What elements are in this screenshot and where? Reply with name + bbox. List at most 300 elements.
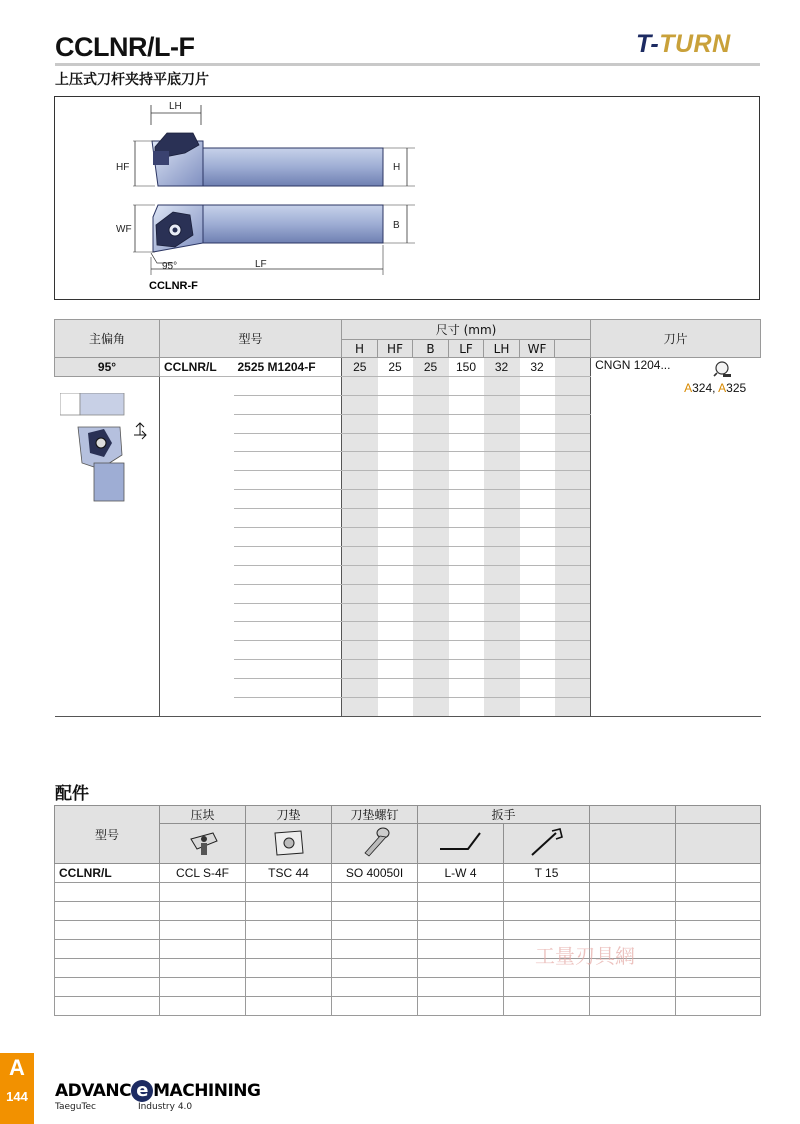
dim-empty-cell [555, 376, 591, 395]
dim-empty-cell [378, 603, 413, 622]
code-empty-cell [234, 584, 342, 603]
acc-empty-cell [332, 940, 418, 959]
dim-empty-cell [449, 584, 484, 603]
acc-empty-cell [332, 883, 418, 902]
acc-header-blank-1 [590, 806, 676, 824]
dim-empty-cell [378, 509, 413, 528]
acc-empty-cell [246, 959, 332, 978]
dim-empty-cell [520, 641, 555, 660]
dim-empty-cell [378, 452, 413, 471]
series-empty-cell [160, 395, 234, 414]
dim-empty-cell [555, 641, 591, 660]
series-empty-cell [160, 546, 234, 565]
dim-empty-cell [520, 546, 555, 565]
dim-empty-cell [520, 698, 555, 717]
dim-empty-cell [413, 471, 449, 490]
dim-empty-cell [555, 679, 591, 698]
acc-empty-cell [160, 902, 246, 921]
header-dim-blank [555, 340, 591, 358]
code-empty-cell [234, 641, 342, 660]
dim-empty-cell [484, 433, 520, 452]
acc-header-wrench: 扳手 [418, 806, 590, 824]
acc-empty-cell [590, 978, 676, 997]
header-dim-hf: HF [378, 340, 413, 358]
dim-empty-cell [378, 433, 413, 452]
screw-icon [355, 825, 395, 859]
acc-empty-cell [676, 940, 761, 959]
acc-empty-cell [55, 997, 160, 1016]
angle-label: 95° [162, 261, 178, 272]
code-empty-cell [234, 622, 342, 641]
dim-empty-cell [555, 584, 591, 603]
dim-empty-cell [484, 376, 520, 395]
acc-empty-cell [246, 902, 332, 921]
acc-header-clamp: 压块 [160, 806, 246, 824]
code-empty-cell [234, 490, 342, 509]
page-number: 144 [6, 1089, 28, 1104]
code-empty-cell [234, 679, 342, 698]
dim-empty-cell [378, 528, 413, 547]
acc-empty-cell [590, 902, 676, 921]
acc-empty-cell [160, 978, 246, 997]
dim-empty-cell [378, 679, 413, 698]
spec-table [54, 319, 761, 717]
acc-empty-cell [55, 959, 160, 978]
header-dims: 尺寸 (mm) [342, 320, 591, 340]
acc-header-model: 型号 [55, 806, 160, 864]
dim-empty-cell [449, 698, 484, 717]
dim-empty-cell [555, 509, 591, 528]
table-row [55, 902, 761, 921]
clamp-image-cell [160, 824, 246, 864]
dim-empty-cell [413, 698, 449, 717]
acc-empty-cell [55, 921, 160, 940]
series-empty-cell [160, 641, 234, 660]
torx-wrench-image-cell [504, 824, 590, 864]
code-empty-cell [234, 433, 342, 452]
dim-empty-cell [484, 414, 520, 433]
angle-cell: 95° [55, 358, 160, 377]
dim-empty-cell [413, 528, 449, 547]
acc-empty-cell [418, 902, 504, 921]
dim-empty-cell [449, 679, 484, 698]
acc-empty-cell [246, 978, 332, 997]
dim-empty-cell [342, 565, 378, 584]
dim-empty-cell [520, 490, 555, 509]
table-row [55, 921, 761, 940]
drawing-caption: CCLNR-F [149, 280, 198, 292]
dim-empty-cell [413, 641, 449, 660]
hex-key-icon [436, 825, 486, 859]
torx-key-icon [522, 825, 572, 859]
dim-empty-cell [520, 528, 555, 547]
dim-empty-cell [378, 641, 413, 660]
dim-empty-cell [413, 660, 449, 679]
dim-empty-cell [520, 679, 555, 698]
series-empty-cell [160, 490, 234, 509]
table-row [55, 940, 761, 959]
dim-empty-cell [449, 603, 484, 622]
dim-empty-cell [449, 490, 484, 509]
dim-empty-cell [555, 546, 591, 565]
logo-e: e [131, 1080, 153, 1102]
logo-right: MACHINING [153, 1081, 261, 1101]
dim-empty-cell [484, 641, 520, 660]
acc-empty-cell [246, 883, 332, 902]
acc-empty-cell [590, 997, 676, 1016]
acc-empty-cell [332, 902, 418, 921]
ref-b-num[interactable]: 325 [726, 381, 747, 395]
dim-empty-cell [378, 376, 413, 395]
dim-empty-cell [484, 490, 520, 509]
acc-wrench1-cell: L-W 4 [418, 864, 504, 883]
dim-empty-cell [342, 546, 378, 565]
dim-empty-cell [413, 414, 449, 433]
code-empty-cell [234, 565, 342, 584]
dim-empty-cell [413, 603, 449, 622]
hf-label: HF [116, 162, 130, 173]
magnifier-icon[interactable] [713, 360, 733, 378]
h-label: H [393, 162, 401, 173]
dim-empty-cell [555, 395, 591, 414]
dim-empty-cell [342, 622, 378, 641]
acc-empty-cell [418, 921, 504, 940]
technical-drawing [54, 96, 760, 300]
dim-empty-cell [413, 433, 449, 452]
dim-empty-cell [413, 395, 449, 414]
series-empty-cell [160, 433, 234, 452]
dim-empty-cell [342, 660, 378, 679]
acc-empty-cell [418, 940, 504, 959]
series-empty-cell [160, 698, 234, 717]
header-dim-lh: LH [484, 340, 520, 358]
dim-empty-cell [484, 603, 520, 622]
page-subtitle: 上压式刀杆夹持平底刀片 [55, 72, 209, 88]
tool-holder-drawing [55, 97, 759, 299]
top-view [116, 205, 415, 292]
dim-lf-cell: 150 [449, 358, 484, 377]
dim-empty-cell [520, 622, 555, 641]
series-empty-cell [160, 528, 234, 547]
accessories-title: 配件 [55, 784, 89, 804]
dim-empty-cell [378, 490, 413, 509]
page-tab [0, 1053, 34, 1124]
table-row [55, 358, 761, 377]
dim-empty-cell [342, 679, 378, 698]
header-dim-wf: WF [520, 340, 555, 358]
dim-empty-cell [342, 509, 378, 528]
dim-empty-cell [484, 546, 520, 565]
b-label: B [393, 220, 400, 231]
code-empty-cell [234, 395, 342, 414]
t-turn-logo [636, 30, 731, 59]
acc-empty-cell [332, 978, 418, 997]
dim-empty-cell [555, 698, 591, 717]
acc-model-cell: CCLNR/L [55, 864, 160, 883]
shim-image-cell [246, 824, 332, 864]
dim-empty-cell [449, 452, 484, 471]
code-empty-cell [234, 528, 342, 547]
dim-empty-cell [520, 660, 555, 679]
dim-empty-cell [484, 584, 520, 603]
series-empty-cell [160, 414, 234, 433]
acc-wrench2-cell: T 15 [504, 864, 590, 883]
dim-empty-cell [484, 452, 520, 471]
code-empty-cell [234, 376, 342, 395]
acc-empty-cell [504, 902, 590, 921]
hex-wrench-image-cell [418, 824, 504, 864]
header-insert: 刀片 [591, 320, 761, 358]
dim-empty-cell [413, 565, 449, 584]
dim-empty-cell [413, 679, 449, 698]
table-row [55, 959, 761, 978]
dim-empty-cell [555, 603, 591, 622]
acc-empty-cell [332, 997, 418, 1016]
acc-empty-cell [55, 883, 160, 902]
acc-empty-cell [676, 959, 761, 978]
acc-empty-cell [504, 997, 590, 1016]
dim-empty-cell [413, 509, 449, 528]
dim-empty-cell [449, 433, 484, 452]
dim-empty-cell [378, 565, 413, 584]
dim-empty-cell [378, 471, 413, 490]
acc-empty-cell [160, 959, 246, 978]
watermark [535, 940, 635, 969]
dim-empty-cell [413, 452, 449, 471]
series-empty-cell [160, 679, 234, 698]
logo-tag: Industry 4.0 [137, 1102, 193, 1112]
series-cell: CCLNR/L [160, 358, 234, 377]
dim-empty-cell [449, 509, 484, 528]
acc-empty-cell [504, 978, 590, 997]
ref-a-letter[interactable]: A [684, 381, 693, 395]
dim-empty-cell [484, 622, 520, 641]
dim-empty-cell [342, 433, 378, 452]
dim-empty-cell [449, 660, 484, 679]
dim-empty-cell [555, 660, 591, 679]
clamp-icon [183, 825, 223, 859]
dim-empty-cell [378, 698, 413, 717]
acc-empty-cell [504, 883, 590, 902]
series-empty-cell [160, 452, 234, 471]
series-empty-cell [160, 376, 234, 395]
dim-empty-cell [342, 698, 378, 717]
acc-empty-cell [418, 959, 504, 978]
dim-empty-cell [555, 528, 591, 547]
table-row [55, 883, 761, 902]
side-view [116, 101, 415, 186]
dim-b-cell: 25 [413, 358, 449, 377]
dim-empty-cell [520, 471, 555, 490]
dim-empty-cell [342, 641, 378, 660]
dim-empty-cell [378, 414, 413, 433]
accessories-table [54, 805, 761, 1016]
dim-empty-cell [342, 452, 378, 471]
dim-empty-cell [520, 603, 555, 622]
table-row [55, 997, 761, 1016]
acc-header-shim: 刀垫 [246, 806, 332, 824]
acc-empty-cell [160, 921, 246, 940]
dim-empty-cell [484, 565, 520, 584]
dim-empty-cell [520, 414, 555, 433]
table-row [55, 395, 761, 414]
ref-b-letter[interactable]: A [718, 381, 727, 395]
dim-empty-cell [413, 376, 449, 395]
dim-empty-cell [342, 395, 378, 414]
code-empty-cell [234, 603, 342, 622]
dim-empty-cell [449, 471, 484, 490]
screw-image-cell [332, 824, 418, 864]
dim-empty-cell [449, 376, 484, 395]
series-empty-cell [160, 471, 234, 490]
lf-label: LF [255, 259, 267, 270]
code-empty-cell [234, 698, 342, 717]
page-section-letter: A [9, 1055, 25, 1080]
header-rule [55, 63, 760, 66]
dim-empty-cell [555, 490, 591, 509]
dim-empty-cell [378, 584, 413, 603]
acc-empty-cell [590, 883, 676, 902]
acc-empty-cell [676, 997, 761, 1016]
dim-empty-cell [484, 471, 520, 490]
brand-prefix: T- [636, 30, 660, 58]
acc-empty-cell [55, 978, 160, 997]
dim-empty-cell [520, 509, 555, 528]
dim-h-cell: 25 [342, 358, 378, 377]
acc-clamp-cell: CCL S-4F [160, 864, 246, 883]
acc-screw-cell: SO 40050I [332, 864, 418, 883]
acc-empty-cell [160, 940, 246, 959]
logo-brand: TaeguTec [55, 1102, 96, 1112]
acc-empty-cell [246, 997, 332, 1016]
dim-empty-cell [342, 528, 378, 547]
code-cell: 2525 M1204-F [234, 358, 342, 377]
header-dim-b: B [413, 340, 449, 358]
shim-icon [269, 825, 309, 859]
acc-empty-cell [676, 902, 761, 921]
dim-empty-cell [484, 698, 520, 717]
header-dim-h: H [342, 340, 378, 358]
acc-empty-cell [332, 959, 418, 978]
dim-empty-cell [342, 414, 378, 433]
dim-empty-cell [378, 546, 413, 565]
insert-cell [591, 358, 761, 396]
acc-shim-cell: TSC 44 [246, 864, 332, 883]
dim-empty-cell [449, 546, 484, 565]
dim-empty-cell [555, 471, 591, 490]
dim-empty-cell [413, 490, 449, 509]
dim-empty-cell [342, 490, 378, 509]
dim-empty-cell [413, 622, 449, 641]
ref-a-num[interactable]: 324, [692, 381, 719, 395]
dim-empty-cell [449, 395, 484, 414]
dim-empty-cell [555, 433, 591, 452]
dim-wf-cell: 32 [520, 358, 555, 377]
dim-lh-cell: 32 [484, 358, 520, 377]
dim-empty-cell [449, 565, 484, 584]
dim-empty-cell [484, 660, 520, 679]
dim-empty-cell [520, 452, 555, 471]
acc-empty-cell [160, 883, 246, 902]
acc-empty-cell [504, 921, 590, 940]
series-empty-cell [160, 603, 234, 622]
series-empty-cell [160, 660, 234, 679]
acc-empty-cell [418, 883, 504, 902]
dim-empty-cell [520, 376, 555, 395]
brand-suffix: TURN [659, 30, 731, 58]
series-empty-cell [160, 509, 234, 528]
dim-empty-cell [413, 546, 449, 565]
code-empty-cell [234, 414, 342, 433]
wf-label: WF [116, 224, 132, 235]
dim-empty-cell [342, 584, 378, 603]
dim-empty-cell [555, 622, 591, 641]
dim-hf-cell: 25 [378, 358, 413, 377]
dim-empty-cell [484, 679, 520, 698]
watermark-text: 工量刃具網 [535, 944, 635, 968]
lh-label: LH [169, 101, 182, 112]
acc-blank2-cell [676, 864, 761, 883]
code-empty-cell [234, 471, 342, 490]
dim-empty-cell [378, 660, 413, 679]
acc-empty-cell [160, 997, 246, 1016]
dim-empty-cell [449, 622, 484, 641]
acc-empty-cell [418, 997, 504, 1016]
acc-empty-cell [55, 902, 160, 921]
dim-blank-cell [555, 358, 591, 377]
holder-orientation-icon [60, 393, 160, 505]
insert-code: CNGN 1204... [595, 358, 671, 372]
insert-empty-cell [591, 395, 761, 716]
dim-empty-cell [555, 565, 591, 584]
dim-empty-cell [342, 603, 378, 622]
code-empty-cell [234, 546, 342, 565]
table-row [55, 864, 761, 883]
insert-page-refs [684, 381, 746, 395]
dim-empty-cell [484, 509, 520, 528]
acc-header-shim-screw: 刀垫螺钉 [332, 806, 418, 824]
dim-empty-cell [484, 395, 520, 414]
dim-empty-cell [449, 414, 484, 433]
dim-empty-cell [555, 414, 591, 433]
series-empty-cell [160, 565, 234, 584]
acc-empty-cell [246, 921, 332, 940]
dim-empty-cell [342, 471, 378, 490]
logo-left: ADVANC [55, 1081, 132, 1101]
code-empty-cell [234, 660, 342, 679]
acc-empty-cell [676, 921, 761, 940]
dim-empty-cell [449, 528, 484, 547]
header-model: 型号 [160, 320, 342, 358]
header-dim-lf: LF [449, 340, 484, 358]
dim-empty-cell [413, 584, 449, 603]
table-row [55, 978, 761, 997]
dim-empty-cell [520, 584, 555, 603]
acc-image-blank-2 [676, 824, 761, 864]
acc-empty-cell [55, 940, 160, 959]
acc-empty-cell [246, 940, 332, 959]
advance-machining-logo [55, 1080, 260, 1112]
code-empty-cell [234, 452, 342, 471]
dim-empty-cell [378, 622, 413, 641]
code-empty-cell [234, 509, 342, 528]
dim-empty-cell [378, 395, 413, 414]
dim-empty-cell [520, 565, 555, 584]
series-empty-cell [160, 622, 234, 641]
acc-header-blank-2 [676, 806, 761, 824]
acc-blank1-cell [590, 864, 676, 883]
dim-empty-cell [555, 452, 591, 471]
